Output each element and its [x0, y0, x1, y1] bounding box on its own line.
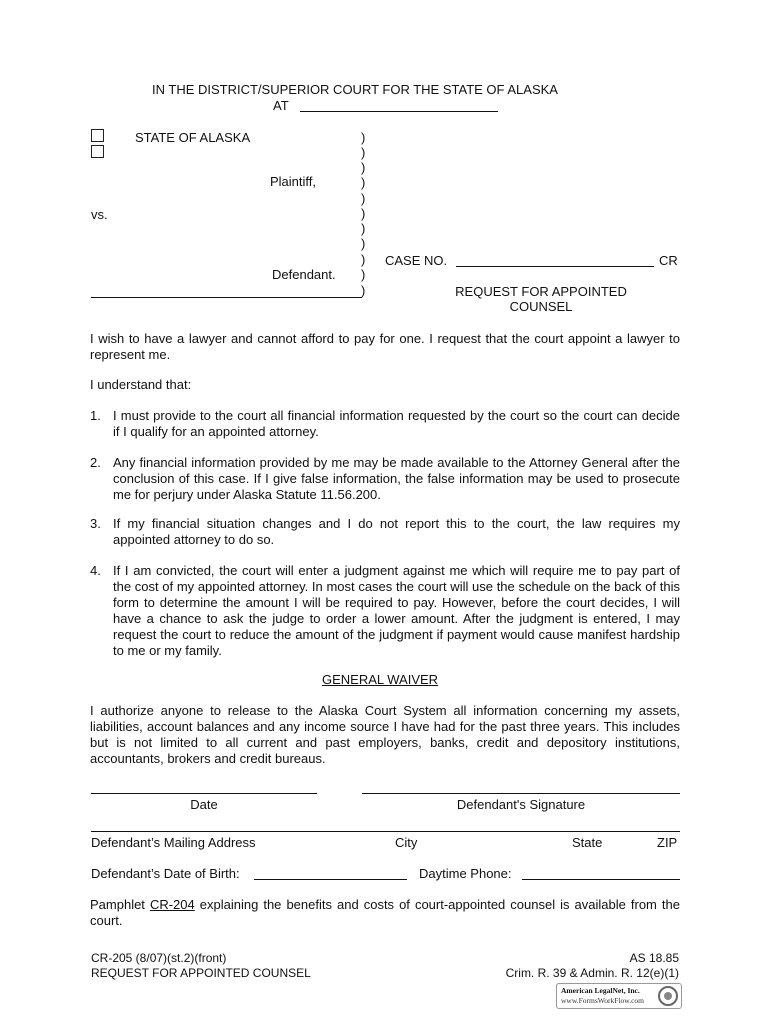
caption-paren: ): [361, 145, 366, 160]
phone-field[interactable]: [522, 879, 680, 880]
caption-paren: ): [361, 206, 366, 221]
defendant-name-field[interactable]: [91, 297, 362, 298]
caption-paren: ): [361, 236, 366, 251]
form-title-line1: REQUEST FOR APPOINTED: [455, 284, 627, 299]
list-item-text: I must provide to the court all financial information requested by the court so the court can decide if I qualify for an appointed attorney.: [113, 408, 680, 439]
list-item: [90, 408, 680, 440]
date-label: Date: [190, 797, 218, 812]
state-label: State: [572, 835, 603, 850]
zip-label: ZIP: [657, 835, 678, 850]
defendant-label: Defendant.: [272, 267, 336, 282]
caption-paren: ): [361, 130, 366, 145]
waiver-heading: GENERAL WAIVER: [322, 672, 439, 687]
form-title-line2: COUNSEL: [509, 299, 573, 314]
logo-url: www.FormsWorkFlow.com: [561, 996, 645, 1005]
list-item-text: If my financial situation changes and I do not report this to the court, the law requires my appointed attorney to do so.: [113, 516, 680, 547]
caption-paren: ): [361, 160, 366, 175]
dob-label: Defendant’s Date of Birth:: [91, 866, 240, 881]
intro-paragraph: I wish to have a lawyer and cannot afford to pay for one. I request that the court appoint a lawyer to represent me.: [90, 331, 680, 362]
date-field[interactable]: [91, 793, 317, 794]
list-item: [90, 455, 680, 503]
state-checkbox-1[interactable]: [91, 129, 104, 142]
pamphlet-note: [90, 897, 680, 929]
form-code: CR-205 (8/07)(st.2)(front): [91, 951, 227, 965]
waiver-paragraph: I authorize anyone to release to the Alaska Court System all information concerning my assets, liabilities, account balances and any income source I have had for the past three years. This includes but is not limited to all current and past employers, banks, credit and depository institutions, accountants, brokers and credit bureaus.: [90, 703, 680, 766]
americanlegalnet-logo: [556, 983, 682, 1009]
pamphlet-suffix: explaining the benefits and costs of court-appointed counsel is available from the court.: [90, 897, 680, 928]
court-location-field[interactable]: [300, 111, 498, 112]
pamphlet-link[interactable]: CR-204: [149, 897, 195, 912]
understand-label: I understand that:: [90, 377, 192, 392]
caption-paren: ): [361, 267, 366, 282]
logo-company: American LegalNet, Inc.: [561, 986, 640, 995]
statute-ref: AS 18.85: [629, 951, 679, 965]
mailing-address-field[interactable]: [91, 831, 680, 832]
signature-label: Defendant's Signature: [456, 797, 586, 812]
list-item-text: Any financial information provided by me may be made available to the Attorney General after the conclusion of this case. If I give false information, the false information may be used to prosecute me for perjury under Alaska Statute 11.56.200.: [113, 455, 680, 502]
at-label: AT: [273, 98, 289, 113]
state-of-alaska-label: STATE OF ALASKA: [135, 130, 251, 145]
vs-label: vs.: [91, 207, 108, 222]
list-item-number: 4.: [90, 563, 101, 578]
logo-swirl-icon: [658, 986, 678, 1006]
dob-field[interactable]: [254, 879, 407, 880]
list-item: [90, 563, 680, 659]
caption-paren: ): [361, 283, 366, 298]
state-checkbox-2[interactable]: [91, 145, 104, 158]
list-item-text: If I am convicted, the court will enter a judgment against me which will require me to pay part of the cost of my appointed attorney. In most cases the court will use the schedule on the back of this form to determine the amount I will be required to pay. However, before the court decides, I will have a chance to ask the judge to order a lower amount. After the judgment is entered, I may request the court to reduce the amount of the judgment if payment would cause manifest hardship to me or my family.: [113, 563, 680, 658]
caption-paren: ): [361, 175, 366, 190]
case-suffix: CR: [659, 253, 678, 268]
list-item-number: 3.: [90, 516, 101, 531]
caption-paren: ): [361, 191, 366, 206]
defendant-signature-field[interactable]: [362, 793, 680, 794]
caption-paren: ): [361, 252, 366, 267]
list-item-number: 1.: [90, 408, 101, 423]
mailing-address-label: Defendant’s Mailing Address: [91, 835, 256, 850]
pamphlet-prefix: Pamphlet: [90, 897, 150, 912]
form-footer-title: REQUEST FOR APPOINTED COUNSEL: [91, 966, 311, 980]
caption-paren: ): [361, 221, 366, 236]
rules-ref: Crim. R. 39 & Admin. R. 12(e)(1): [505, 966, 679, 980]
plaintiff-label: Plaintiff,: [270, 174, 317, 189]
court-heading: IN THE DISTRICT/SUPERIOR COURT FOR THE STATE OF ALASKA: [152, 82, 558, 97]
city-label: City: [395, 835, 418, 850]
case-number-field[interactable]: [456, 266, 654, 267]
list-item-number: 2.: [90, 455, 101, 470]
case-no-label: CASE NO.: [385, 253, 448, 268]
list-item: [90, 516, 680, 548]
phone-label: Daytime Phone:: [419, 866, 512, 881]
